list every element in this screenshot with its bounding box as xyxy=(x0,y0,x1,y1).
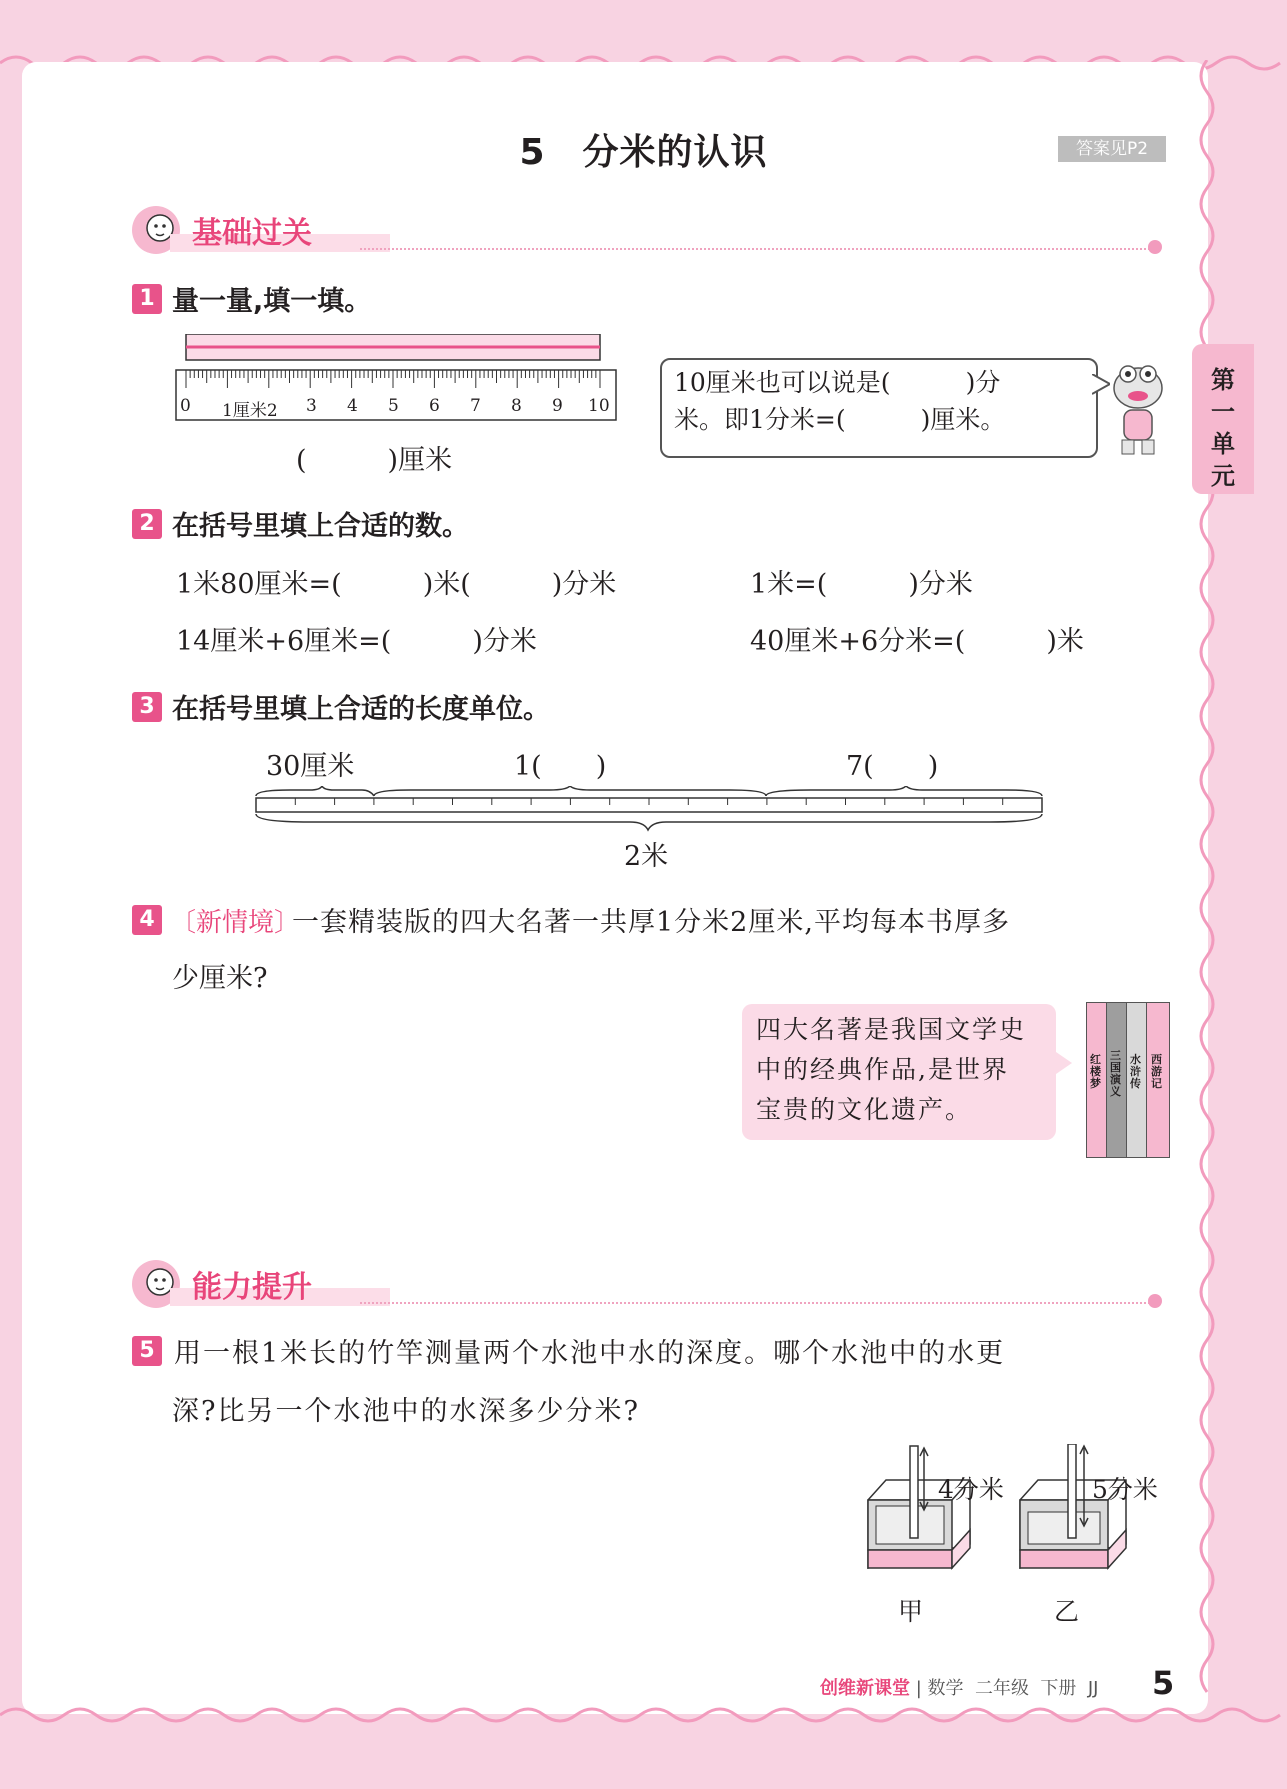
pool-name: 甲 xyxy=(898,1597,924,1626)
ruler-labels xyxy=(174,396,618,420)
footer-brand: 创维新课堂 xyxy=(820,1678,910,1699)
segment-label[interactable]: 7( ) xyxy=(846,751,939,782)
question-line: 一套精装版的四大名著一共厚1分米2厘米,平均每本书厚多 xyxy=(292,907,1010,938)
dot-decoration xyxy=(1148,240,1162,254)
segment-label: 30厘米 xyxy=(266,751,355,782)
section-dotted-line xyxy=(360,248,1150,250)
unit-tab-label: 第一单元 xyxy=(1211,366,1235,490)
question-number: 5 xyxy=(132,1336,162,1366)
answer-reference: 答案见P2 xyxy=(1058,136,1166,162)
ruler-tick-label: 7 xyxy=(470,396,481,416)
fill-line[interactable]: 1米80厘米=( )米( )分米 xyxy=(176,569,617,600)
question-line: 少厘米? xyxy=(172,963,268,994)
question-number: 3 xyxy=(132,692,162,722)
note-tail xyxy=(1056,1052,1072,1074)
section-dotted-line xyxy=(360,1302,1150,1304)
question-line: 用一根1米长的竹竿测量两个水池中水的深度。哪个水池中的水更 xyxy=(174,1338,1006,1369)
total-length-label: 2米 xyxy=(624,841,669,872)
note-line: 中的经典作品,是世界 xyxy=(756,1055,1009,1084)
unit-tab xyxy=(1192,344,1254,494)
right-wave-border xyxy=(1192,60,1222,1710)
ruler-tick-label: 3 xyxy=(306,396,317,416)
bubble-line: 米。即1分米=( )厘米。 xyxy=(674,405,1006,434)
question-text: 在括号里填上合适的数。 xyxy=(172,511,469,542)
ruler-tick-label: 9 xyxy=(552,396,563,416)
footer xyxy=(820,1674,1099,1700)
book-title: 西游记 xyxy=(1151,1053,1162,1090)
question-number: 1 xyxy=(132,284,162,314)
book-title: 水浒传 xyxy=(1130,1053,1141,1090)
bubble-line: 10厘米也可以说是( )分 xyxy=(674,368,1001,397)
question-line: 深?比另一个水池中的水深多少分米? xyxy=(172,1396,640,1427)
ruler-tick-label: 0 xyxy=(180,396,191,416)
length-bar-figure xyxy=(250,786,1050,840)
section-advanced-header xyxy=(130,1258,1170,1308)
pool-yi xyxy=(1020,1444,1126,1568)
bottom-wave-border xyxy=(0,1700,1287,1730)
speech-bubble xyxy=(660,358,1098,458)
footer-divider: | xyxy=(915,1678,922,1699)
page-title: 5 分米的认识 xyxy=(519,132,768,173)
info-note-box xyxy=(742,1004,1056,1140)
question-number: 2 xyxy=(132,509,162,539)
section-title-basic: 基础过关 xyxy=(192,216,312,251)
dot-decoration xyxy=(1148,1294,1162,1308)
section-title-advanced: 能力提升 xyxy=(192,1270,312,1305)
ruler-tick-label: 8 xyxy=(511,396,522,416)
fill-line[interactable]: 40厘米+6分米=( )米 xyxy=(750,626,1084,657)
ruler-tick-label: 4 xyxy=(347,396,358,416)
question-number: 4 xyxy=(132,905,162,935)
book-title: 三国演义 xyxy=(1110,1049,1121,1098)
note-line: 四大名著是我国文学史 xyxy=(756,1015,1027,1044)
section-basic-header xyxy=(130,204,1170,254)
ruler-tick-label: 1厘米2 xyxy=(222,401,278,421)
page-number: 5 xyxy=(1152,1664,1175,1702)
pool-name: 乙 xyxy=(1054,1597,1080,1626)
pool-jia xyxy=(868,1446,970,1568)
question-text: 量一量,填一填。 xyxy=(172,286,372,317)
pools-figure xyxy=(860,1444,1160,1594)
frog-mascot-icon xyxy=(1108,358,1168,458)
ruler-tick-label: 6 xyxy=(429,396,440,416)
question-text: 在括号里填上合适的长度单位。 xyxy=(172,694,550,725)
fill-line[interactable]: 14厘米+6厘米=( )分米 xyxy=(176,626,537,657)
note-line: 宝贵的文化遗产。 xyxy=(756,1095,973,1124)
answer-blank-cm[interactable]: ( )厘米 xyxy=(296,445,453,476)
ruler-tick-label: 10 xyxy=(588,396,610,416)
new-context-tag: 〔新情境〕 xyxy=(170,908,301,938)
footer-info: 数学 二年级 下册 JJ xyxy=(927,1678,1099,1699)
segment-label[interactable]: 1( ) xyxy=(514,751,607,782)
book-title: 红楼梦 xyxy=(1090,1053,1101,1090)
books-illustration xyxy=(1086,1002,1170,1156)
ruler-tick-label: 5 xyxy=(388,396,399,416)
pool-depth-label: 4分米 xyxy=(938,1475,1004,1504)
pool-depth-label: 5分米 xyxy=(1092,1475,1158,1504)
fill-line[interactable]: 1米=( )分米 xyxy=(750,569,973,600)
